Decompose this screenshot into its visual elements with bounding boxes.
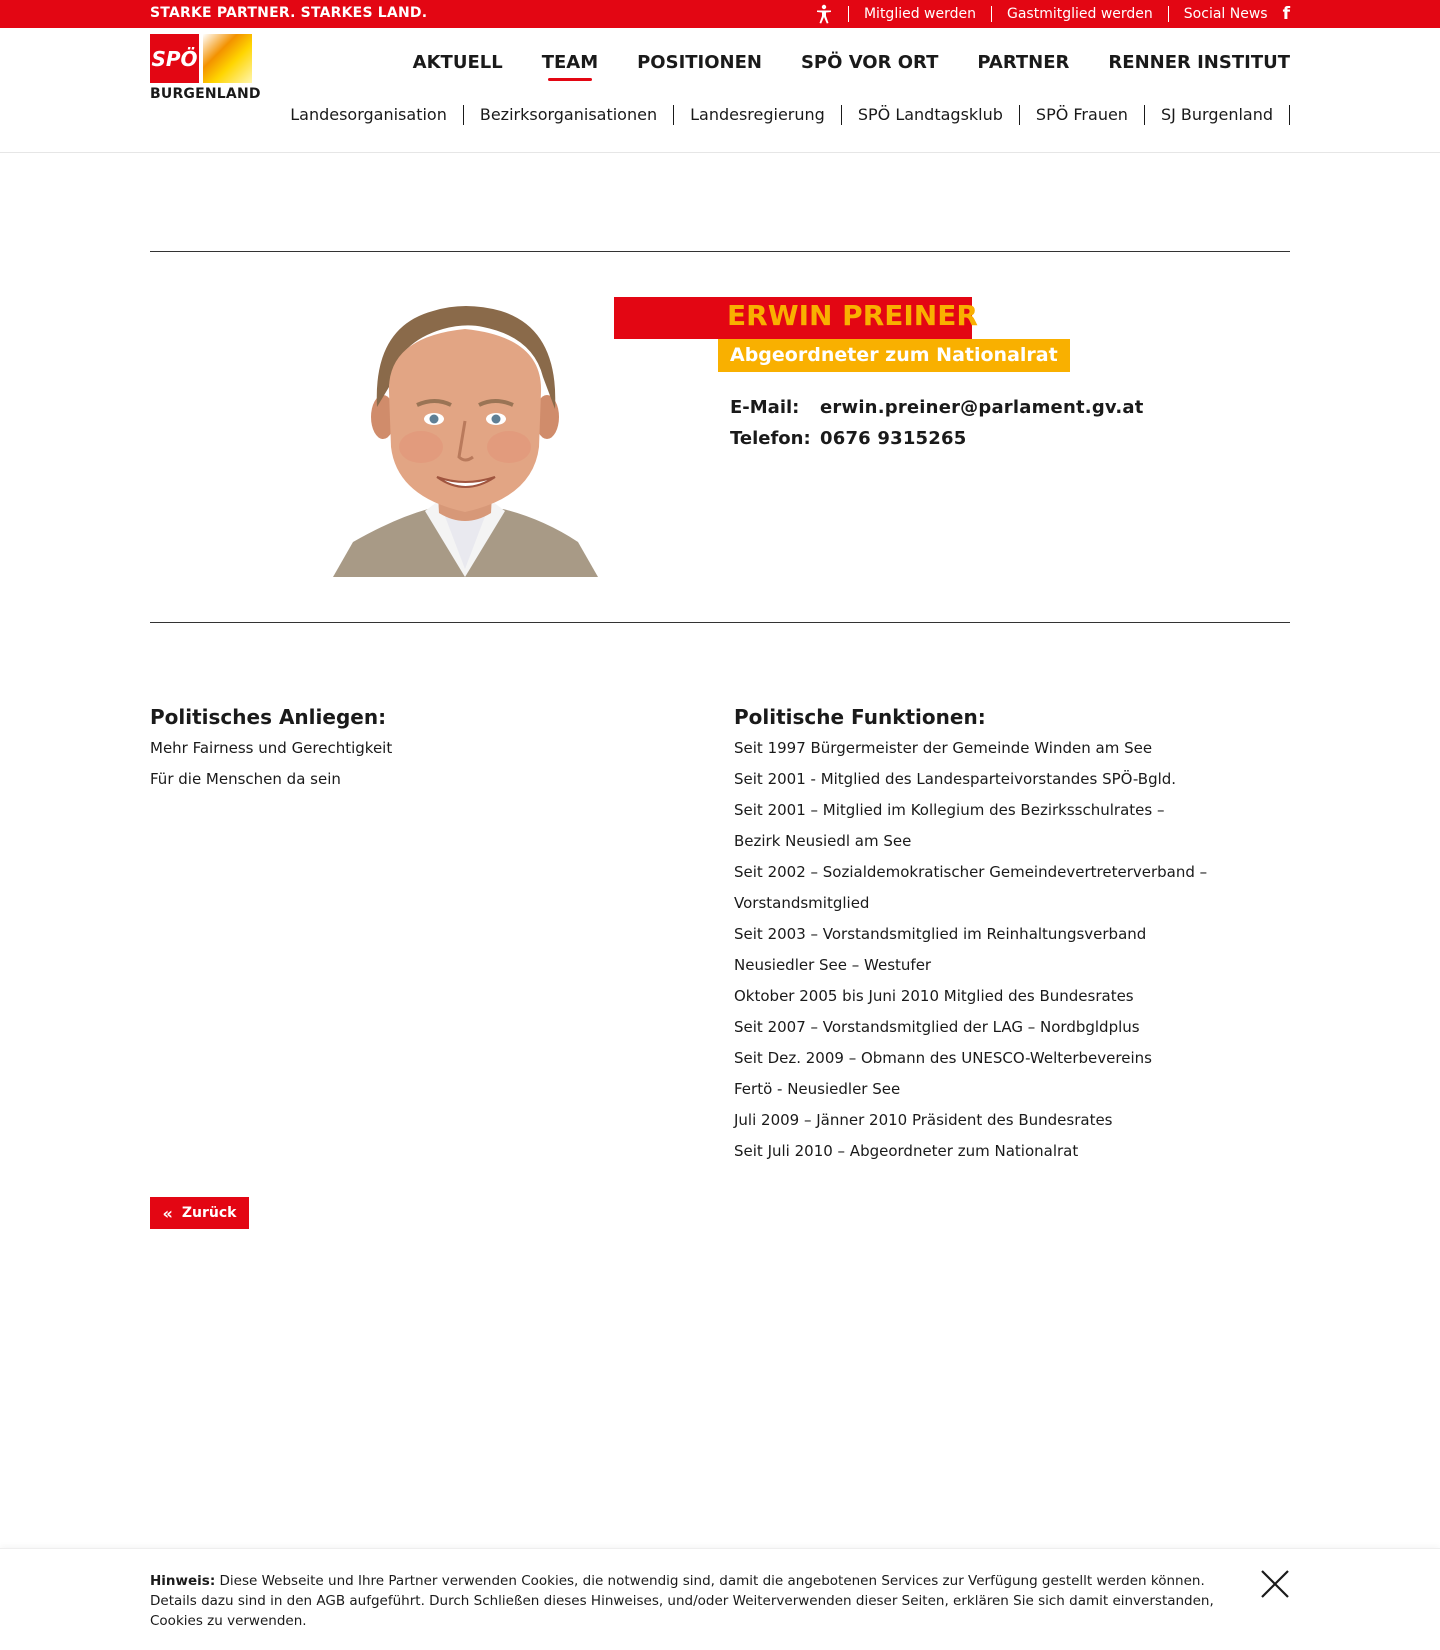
main-nav [374,52,1290,81]
phone-label: Telefon: [730,428,811,449]
cookie-message: Diese Webseite und Ihre Partner verwenden Cookies, die notwendig sind, damit die angebotenen Services zur Verfügung gestellt werden können. Details dazu sind in den AGB aufgeführt. Durch Schließen dieses Hinweises, und/oder Weiterverwenden dieser Seiten, erklären Sie sich damit einverstanden, Cookies zu verwenden. [150,1573,1214,1629]
divider-bottom [150,622,1290,623]
cookie-banner [0,1548,1440,1650]
list-item: Juli 2009 – Jänner 2010 Präsident des Bundesrates [734,1111,1113,1129]
subnav-frauen[interactable]: SPÖ Frauen [1020,105,1145,125]
nav-aktuell[interactable]: AKTUELL [412,52,503,73]
header [0,28,1440,153]
list-item: Seit 2003 – Vorstandsmitglied im Reinhaltungsverband [734,925,1147,943]
accessibility-icon[interactable] [815,4,848,24]
back-button[interactable] [150,1197,249,1229]
top-links [815,0,1290,28]
double-chevron-left-icon: « [162,1203,173,1223]
list-item: Seit Juli 2010 – Abgeordneter zum Nationalrat [734,1142,1079,1160]
list-item: Seit Dez. 2009 – Obmann des UNESCO-Welterbevereins [734,1049,1152,1067]
divider-top [150,251,1290,252]
list-item: Seit 2001 - Mitglied des Landesparteivorstandes SPÖ-Bgld. [734,770,1177,788]
back-button-label: Zurück [181,1205,237,1221]
list-item: Seit 2001 – Mitglied im Kollegium des Bezirksschulrates – [734,801,1165,819]
anliegen-list [150,733,392,795]
phone-row [730,423,1144,454]
portrait-photo [333,297,598,577]
top-bar [0,0,1440,28]
phone-link[interactable]: 0676 9315265 [820,428,967,449]
email-row [730,392,1144,423]
nav-partner[interactable]: PARTNER [977,52,1070,73]
funktionen-list [734,733,1207,1167]
list-item: Für die Menschen da sein [150,770,341,788]
list-item: Mehr Fairness und Gerechtigkeit [150,739,393,757]
link-gastmitglied-werden[interactable]: Gastmitglied werden [1007,6,1153,22]
list-item: Neusiedler See – Westufer [734,956,932,974]
subnav-landtagsklub[interactable]: SPÖ Landtagsklub [842,105,1020,125]
cookie-label: Hinweis: [150,1573,216,1589]
list-item: Fertö - Neusiedler See [734,1080,901,1098]
person-name: ERWIN PREINER [727,299,978,332]
email-link[interactable]: erwin.preiner@parlament.gv.at [820,397,1144,418]
spoe-burgenland-logo[interactable] [150,34,261,104]
anliegen-heading: Politisches Anliegen: [150,705,387,729]
nav-team[interactable]: TEAM [542,52,598,81]
link-social-news[interactable]: Social News [1183,6,1268,22]
nav-renner-institut[interactable]: RENNER INSTITUT [1108,52,1290,73]
list-item: Seit 1997 Bürgermeister der Gemeinde Winden am See [734,739,1153,757]
close-icon[interactable] [1260,1569,1290,1599]
logo-region: BURGENLAND [150,86,261,102]
subnav-bezirksorganisationen[interactable]: Bezirksorganisationen [464,105,674,125]
list-item: Bezirk Neusiedl am See [734,832,912,850]
slogan: STARKE PARTNER. STARKES LAND. [150,5,428,21]
sub-nav [274,105,1290,125]
facebook-icon[interactable]: f [1282,4,1290,24]
subnav-landesregierung[interactable]: Landesregierung [674,105,842,125]
logo-mark: SPÖ [150,34,199,83]
subnav-sj-burgenland[interactable]: SJ Burgenland [1145,105,1290,125]
subnav-landesorganisation[interactable]: Landesorganisation [274,105,464,125]
nav-spoe-vor-ort[interactable]: SPÖ VOR ORT [800,52,939,73]
list-item: Oktober 2005 bis Juni 2010 Mitglied des Bundesrates [734,987,1134,1005]
contact-info [730,392,1144,454]
person-role: Abgeordneter zum Nationalrat [718,339,1070,372]
logo-gradient [203,34,252,83]
nav-positionen[interactable]: POSITIONEN [637,52,762,73]
link-mitglied-werden[interactable]: Mitglied werden [863,6,976,22]
list-item: Vorstandsmitglied [734,894,870,912]
list-item: Seit 2002 – Sozialdemokratischer Gemeindevertreterverband – [734,863,1208,881]
email-label: E-Mail: [730,397,800,418]
list-item: Seit 2007 – Vorstandsmitglied der LAG – Nordbgldplus [734,1018,1140,1036]
cookie-text [150,1571,1235,1631]
funktionen-heading: Politische Funktionen: [734,705,986,729]
